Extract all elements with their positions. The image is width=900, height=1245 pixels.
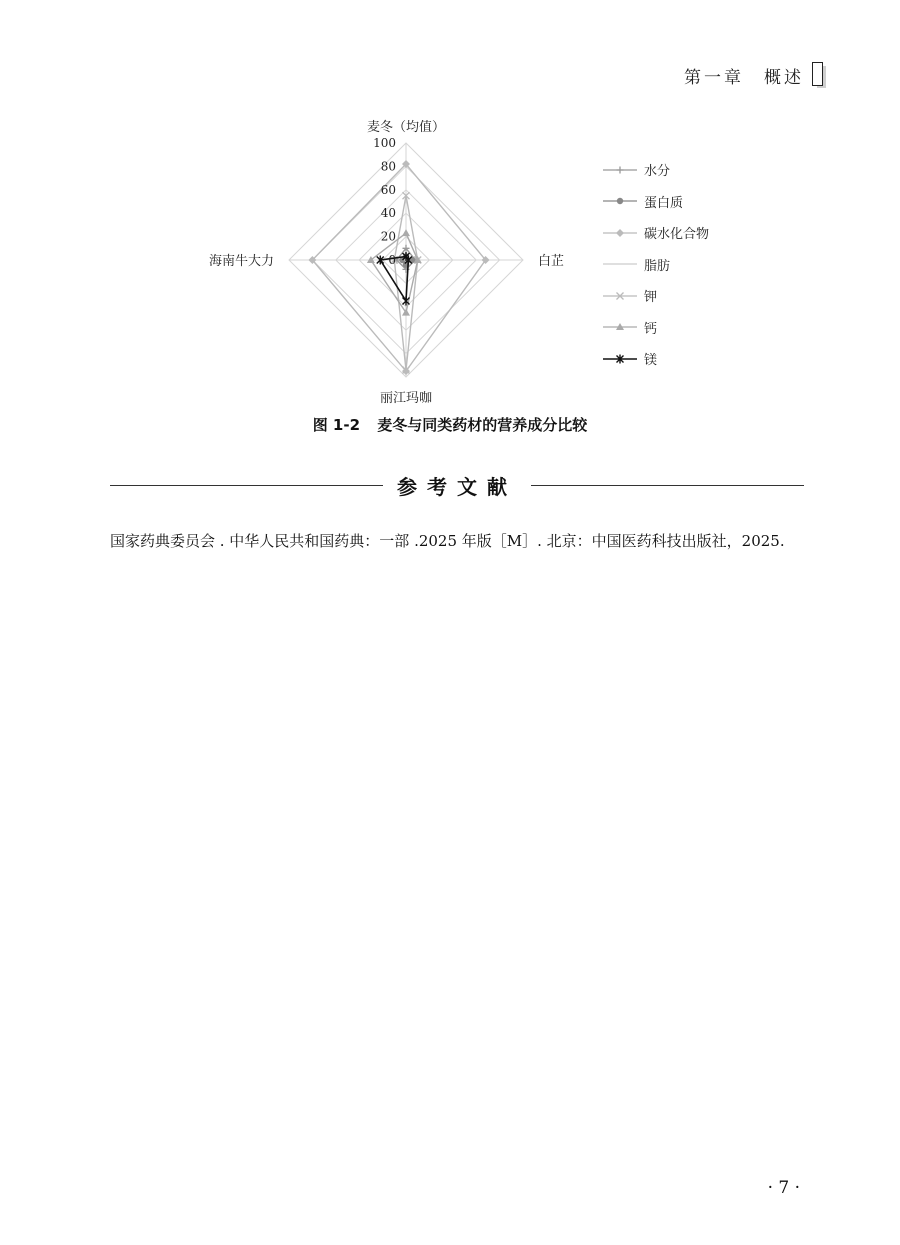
legend-label: 蛋白质 xyxy=(644,195,684,211)
header-mark-icon xyxy=(812,62,826,88)
chart-legend xyxy=(602,154,709,375)
legend-swatch xyxy=(602,320,638,334)
axis-label: 白芷 xyxy=(538,254,565,269)
legend-label: 钙 xyxy=(644,321,658,337)
data-point xyxy=(617,166,624,173)
radar-tick-labels xyxy=(373,136,396,267)
tick-label: 40 xyxy=(380,206,396,221)
references-title: 参考文献 xyxy=(397,474,517,499)
axis-label: 麦冬（均值） xyxy=(366,120,446,135)
legend-swatch xyxy=(602,226,638,240)
legend-swatch xyxy=(602,257,638,271)
reference-item: 国家药典委员会 . 中华人民共和国药典：一部 .2025 年版［M］. 北京：中国医药科技出版社，2025. xyxy=(110,532,785,550)
legend-item xyxy=(602,186,709,218)
chapter-title: 第一章 概述 xyxy=(684,67,804,88)
legend-swatch xyxy=(602,352,638,366)
series-2 xyxy=(308,160,489,375)
legend-label: 碳水化合物 xyxy=(644,227,710,243)
running-header xyxy=(684,62,826,88)
legend-label: 钾 xyxy=(644,290,658,306)
tick-label: 100 xyxy=(373,136,396,150)
legend-swatch xyxy=(602,289,638,303)
data-point xyxy=(617,198,623,204)
series-line xyxy=(312,164,485,371)
references-heading-row xyxy=(110,470,804,500)
divider-left xyxy=(110,485,383,486)
tick-label: 0 xyxy=(388,253,396,267)
data-point xyxy=(402,229,410,236)
legend-item xyxy=(602,217,709,249)
legend-item xyxy=(602,249,709,281)
legend-item xyxy=(602,280,709,312)
legend-swatch xyxy=(602,163,638,177)
figure-caption xyxy=(0,414,900,435)
legend-label: 脂肪 xyxy=(644,258,671,274)
legend-item xyxy=(602,312,709,344)
figure-caption-text: 麦冬与同类药材的营养成分比较 xyxy=(377,416,588,434)
tick-label: 80 xyxy=(380,159,396,174)
radar-chart xyxy=(0,100,900,410)
legend-label: 水分 xyxy=(644,164,671,180)
tick-label: 60 xyxy=(380,182,396,197)
figure-number: 图 1-2 xyxy=(312,416,361,434)
legend-label: 镁 xyxy=(644,353,658,369)
legend-item xyxy=(602,343,709,375)
series-line xyxy=(371,233,418,313)
legend-item xyxy=(602,154,709,186)
axis-label: 海南牛大力 xyxy=(208,254,274,269)
axis-label: 丽江玛咖 xyxy=(379,391,433,406)
tick-label: 20 xyxy=(380,229,396,244)
legend-swatch xyxy=(602,194,638,208)
divider-right xyxy=(531,485,804,486)
page-number: · 7 · xyxy=(767,1178,800,1198)
data-point xyxy=(616,229,624,237)
radar-series-layer xyxy=(308,160,489,375)
